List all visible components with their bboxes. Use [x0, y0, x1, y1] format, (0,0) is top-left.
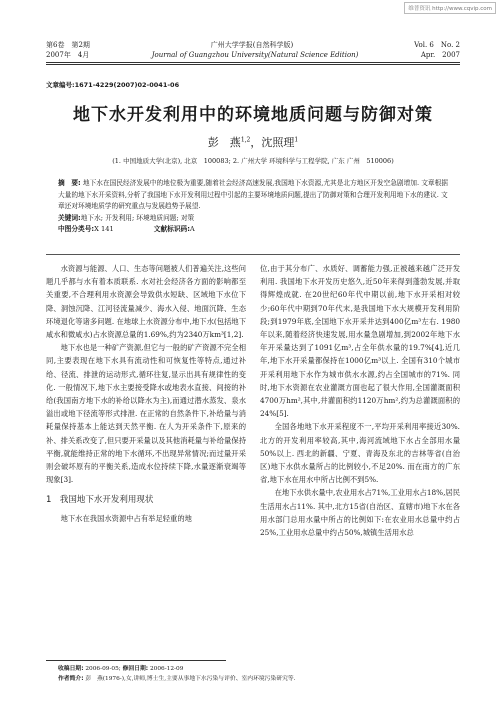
author-2: 沈照理 — [261, 136, 295, 149]
doc-code-label: 文献标识码: — [153, 225, 190, 233]
bio-label: 作者简介: — [58, 676, 84, 682]
clc-code: X 141 — [94, 225, 114, 233]
volume-cn: 第6卷 第2期 — [46, 41, 90, 49]
abstract-label: 摘 要: — [58, 179, 81, 187]
abstract — [58, 178, 448, 213]
date-en: Apr. 2007 — [420, 51, 460, 59]
journal-header — [46, 40, 460, 65]
received-date: 2006-09-05; — [85, 666, 121, 672]
body-column-right — [260, 262, 460, 539]
author-1: 彭 燕 — [207, 136, 241, 149]
header-rule-thin — [46, 64, 460, 65]
paragraph: 全国各地地下水开采程度不一,平均开采利用率接近30%. 北方的开发利用率较高,其中,海河流域地下水占全部用水量50%以上. 西北的新疆、宁夏、青海及东北的吉林等省(自治区)地下水供水量所占的比例较小,不足20%. 而在南方的广东省,地下水在用水中所占比例不到5%. — [260, 422, 460, 485]
header-rule — [46, 62, 460, 63]
section-heading: 1 我国地下水开发利用现状 — [46, 495, 154, 506]
paragraph: 位,由于其分布广、水质好、调蓄能力强,正被越来越广泛开发利用. 我国地下水开发历史悠久,近50年来得到蓬勃发展,并取得辉煌成就. 在20世纪60年代中期以前,地下水开采相对较少;60年代中期到70年代末,是我国地下水大规模开发利用阶段;到1979年底,全国地下水开采井达到400亿m³左右. 1980年以来,随着经济快速发展,用水量急剧增加,到2002年地下水年开采量达到了1091亿m³,占全年供水量的19.7%[4],近几年,地下水开采量都保持在1000亿m³以上. 全国有310个城市开采利用地下水作为城市供水水源,约占全国城市的71%. 同时,地下水资源在农业灌溉方面也起了很大作用,全国灌溉面积4700万hm²,其中,井灌面积约1120万hm²,约为总灌溉面积的24%[5]. — [260, 264, 460, 419]
author-1-affil: 1,2 — [240, 136, 251, 144]
paragraph: 地下水也是一种矿产资源,但它与一般的矿产资源不完全相同,主要表现在地下水具有流动性和可恢复性等特点,通过补给、径流、排泄的运动形式,循环往复,显示出具有规律性的变化. 一般情况下,地下水主要接受降水或地表水直接、间接的补给(我国南方地下水的补给以降水为主),而通过潜水蒸发、泉水溢出或地下径流等形式排泄. 在正常的自然条件下,补给量与消耗量保持基本上能达到天然平衡. 在人为开采条件下,原来的补、排关系改变了,但只要开采量以及其他消耗量与补给量保持平衡,就能维持正常的地下水循环,不出现异常情况;而过量开采则会破坏原有的平衡关系,造成水位持续下降,水量逐渐衰竭等现象[3]. — [46, 343, 246, 485]
date-cn: 2007年 4月 — [46, 51, 90, 59]
revised-date: 2006-12-09 — [149, 666, 184, 672]
abstract-divider — [46, 254, 460, 255]
watermark: 维普资讯 http://www.cqvip.com — [404, 2, 496, 14]
paragraph: 水资源与能源、人口、生态等问题被人们普遍关注,这些问题几乎都与水有着本质联系. 水对社会经济各方面的影响都至关重要,不合理利用水资源会导致供水短缺、区域地下水位下降、洞蚀沉降、江河径流量减少、海水入侵、地面沉降、生态环境退化等诸多问题. 在地球上水资源分布中,地下水(包括地下咸水和微咸水)占水资源总量的1.69%,约为2340万km³[1,2]. — [46, 264, 246, 340]
author-bio: 彭 燕(1976-),女,讲师,博士生,主要从事地下水污染与评价、室内环境污染研究等. — [85, 676, 296, 682]
affiliation: (1. 中国地质大学(北京), 北京 100083; 2. 广州大学 环境科学与工程学院, 广东 广州 510006) — [112, 157, 394, 165]
abstract-text: 地下水在国民经济发展中的地位极为重要,随着社会经济高速发展,我国地下水资源,尤其是北方地区开发空急剧增加. 文章根据大量的地下水开采资料,分析了我国地下水开发利用过程中引起的主要环境地质问题,提出了防御对策和合理开发利用地下水的建议. 文章还对环境地质学的研究重点与发展趋势予展望. — [58, 179, 448, 210]
clc-label: 中图分类号: — [58, 225, 95, 233]
keywords-label: 关键词: — [58, 213, 81, 222]
article-number: 文章编号:1671-4229(2007)02-0041-06 — [46, 81, 180, 89]
volume-en: Vol. 6 No. 2 — [414, 41, 460, 49]
abstract-block — [58, 178, 448, 236]
footnote — [58, 664, 458, 684]
dates-line — [58, 664, 458, 674]
paragraph: 在地下水供水量中,农业用水占71%,工业用水占18%,居民生活用水占11%. 其中,北方15省(自治区、直辖市)地下水在各用水部门总用水量中所占的比例如下:在农业用水总量中约占25%,工业用水总量中约占50%,城镇生活用水总 — [260, 488, 460, 538]
received-label: 收稿日期: — [58, 666, 84, 672]
paragraph: 地下水在我国水资源中占有举足轻重的地 — [60, 513, 192, 523]
footnote-rule — [46, 660, 226, 661]
doc-code: A — [189, 225, 195, 233]
author-bio-line — [58, 674, 458, 684]
keywords — [58, 213, 448, 225]
author-sep: ， — [250, 136, 262, 149]
author-2-affil: 1 — [294, 136, 299, 144]
revised-label: 修回日期: — [122, 666, 149, 672]
journal-name-cn: 广州大学学报(自然科学版) — [210, 41, 294, 49]
paper-title: 地下水开发利用中的环境地质问题与防御对策 — [73, 105, 433, 125]
classification-codes — [58, 224, 448, 236]
keywords-text: 地下水; 开发利用; 环境地质问题; 对策 — [80, 213, 195, 222]
body-column-left — [46, 262, 246, 525]
authors — [46, 134, 460, 150]
journal-name-en: Journal of Guangzhou University(Natural Science Edition) — [151, 51, 359, 59]
